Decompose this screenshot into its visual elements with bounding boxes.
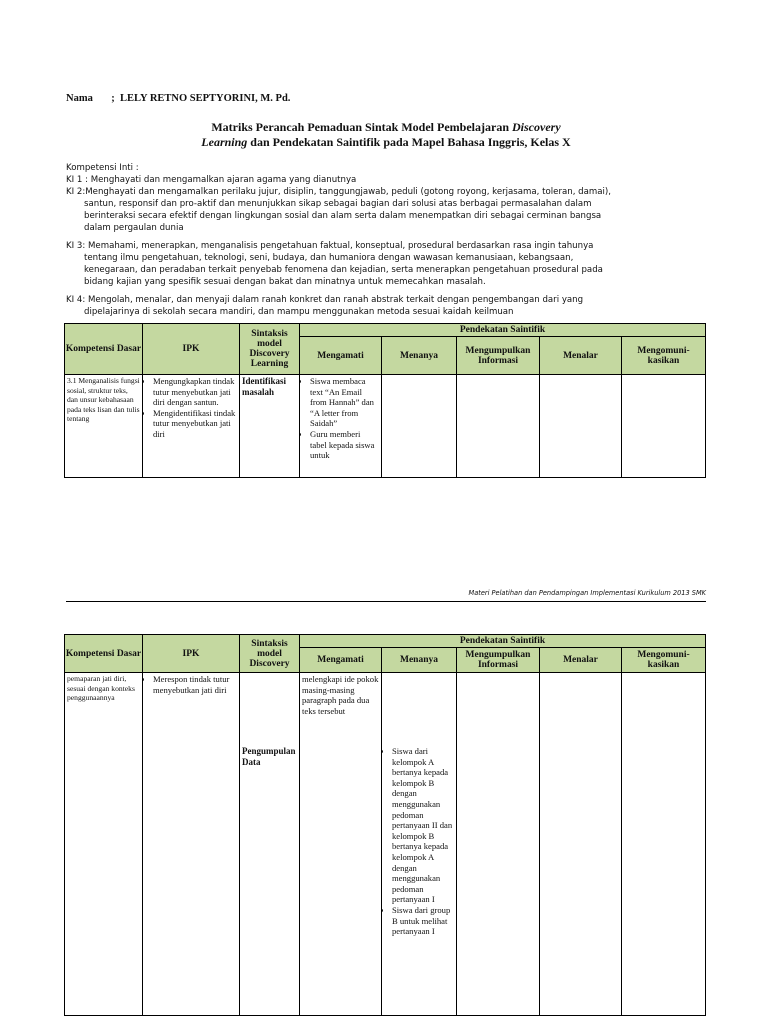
header-pendekatan-saintifik: Pendekatan Saintifik (300, 324, 706, 337)
cell-menalar (540, 673, 622, 1016)
cell-menalar (540, 375, 622, 478)
cell-ipk (143, 375, 240, 478)
ki-line: tentang ilmu pengetahuan, teknologi, seni, budaya, dan humaniora dengan wawasan kemanusiaan, kebangsaan, (84, 253, 574, 263)
header-mengomunikasikan: Mengomuni-kasikan (622, 648, 706, 673)
ki-line: dalam pergaulan dunia (84, 223, 184, 233)
cell-sintaksis (240, 673, 300, 1016)
header-mengamati: Mengamati (300, 648, 382, 673)
matrix-table-1 (64, 323, 706, 478)
ki-heading: Kompetensi Inti : (66, 163, 139, 173)
header-ipk: IPK (143, 324, 240, 375)
cell-mengamati (300, 375, 382, 478)
menanya-list (384, 746, 454, 937)
document-title-line-1 (66, 120, 706, 135)
list-item: • Mengidentifikasi tindak tutur menyebutkan jati diri (153, 408, 237, 440)
header-menalar: Menalar (540, 648, 622, 673)
header-menanya: Menanya (382, 648, 457, 673)
header-kompetensi-dasar: Kompetensi Dasar (65, 635, 143, 673)
ki-line: kenegaraan, dan peradaban terkait penyebab fenomena dan kejadian, serta menerapkan pengetahuan prosedural pada (84, 265, 603, 275)
document-title-line-2 (66, 135, 706, 150)
name-separator: ; (111, 93, 115, 104)
ki-line: KI 3: Memahami, menerapkan, menganalisis pengetahuan faktual, konseptual, prosedural berdasarkan rasa ingin tahunya (66, 241, 594, 251)
cell-mengumpulkan-informasi (457, 375, 540, 478)
cell-kompetensi-dasar: pemaparan jati diri, sesuai dengan konteks penggunaannya (65, 673, 143, 1016)
title-line-2-italic: Learning (201, 135, 248, 149)
cell-sintaksis: Identifikasi masalah (240, 375, 300, 478)
title-line-1-italic: Discovery (512, 120, 561, 134)
cell-mengamati: melengkapi ide pokok masing-masing paragraph pada dua teks tersebut (300, 673, 382, 1016)
list-item: • Merespon tindak tutur menyebutkan jati diri (153, 674, 237, 695)
cell-kompetensi-dasar: 3.1 Menganalisis fungsi sosial, struktur teks, dan unsur kebahasaan pada teks lisan dan tulis tentang (65, 375, 143, 478)
name-label: Nama (66, 93, 93, 104)
header-sintaksis: Sintaksis model Discovery Learning (240, 324, 300, 375)
title-line-2-text: dan Pendekatan Saintifik pada Mapel Bahasa Inggris, Kelas X (247, 135, 571, 149)
ki-line: santun, responsif dan pro-aktif dan menunjukkan sikap sebagai bagian dari solusi atas berbagai permasalahan dalam (84, 199, 592, 209)
name-line (66, 93, 290, 104)
sintaksis-label: Pengumpulan Data (242, 746, 296, 767)
header-mengomunikasikan: Mengomuni-kasikan (622, 337, 706, 375)
title-line-1-text: Matriks Perancah Pemaduan Sintak Model Pembelajaran (211, 120, 512, 134)
footer-divider (66, 601, 706, 602)
header-menalar: Menalar (540, 337, 622, 375)
table-row (65, 673, 706, 1016)
header-mengumpulkan-informasi: Mengumpulkan Informasi (457, 337, 540, 375)
cell-mengomunikasikan (622, 673, 706, 1016)
ki-line: KI 1 : Menghayati dan mengamalkan ajaran agama yang dianutnya (66, 175, 357, 185)
list-item: • Mengungkapkan tindak tutur menyebutkan jati diri dengan santun. (153, 376, 237, 408)
ki-line: bidang kajian yang spesifik sesuai dengan bakat dan minatnya untuk memecahkan masalah. (84, 277, 486, 287)
header-ipk: IPK (143, 635, 240, 673)
cell-mengumpulkan-informasi (457, 673, 540, 1016)
cell-ipk (143, 673, 240, 1016)
header-sintaksis: Sintaksis model Discovery (240, 635, 300, 673)
header-kompetensi-dasar: Kompetensi Dasar (65, 324, 143, 375)
list-item: • Siswa dari group B untuk melihat pertanyaan I (392, 905, 454, 937)
list-item: • Guru memberi tabel kepada siswa untuk (310, 429, 379, 461)
ki-line: KI 4: Mengolah, menalar, dan menyaji dalam ranah konkret dan ranah abstrak terkait dengan pengembangan dari yang (66, 295, 584, 305)
matrix-table-2 (64, 634, 706, 1016)
cell-mengomunikasikan (622, 375, 706, 478)
list-item: • Siswa dari kelompok A bertanya kepada kelompok B dengan menggunakan pedoman pertanyaan II dan kelompok B bertanya kepada kelompok A dengan menggunakan pedoman pertanyaan I (392, 746, 454, 905)
ipk-list (145, 376, 237, 440)
name-value: LELY RETNO SEPTYORINI, M. Pd. (119, 93, 291, 104)
ki-line: berinteraksi secara efektif dengan lingkungan sosial dan alam serta dalam menempatkan diri sebagai cerminan bangsa (84, 211, 602, 221)
mengamati-list (302, 376, 379, 461)
footer-note: Materi Pelatihan dan Pendampingan Implementasi Kurikulum 2013 SMK (468, 589, 706, 597)
header-pendekatan-saintifik: Pendekatan Saintifik (300, 635, 706, 648)
header-menanya: Menanya (382, 337, 457, 375)
table-row (65, 375, 706, 478)
list-item: • Siswa membaca text “An Email from Hannah” dan “A letter from Saidah” (310, 376, 379, 429)
header-mengumpulkan-informasi: Mengumpulkan Informasi (457, 648, 540, 673)
cell-menanya (382, 375, 457, 478)
ki-line: dipelajarinya di sekolah secara mandiri, dan mampu menggunakan metoda sesuai kaidah keilmuan (84, 307, 514, 317)
ipk-list (145, 674, 237, 695)
ki-line: KI 2:Menghayati dan mengamalkan perilaku jujur, disiplin, tanggungjawab, peduli (gotong royong, kerjasama, toleran, damai), (66, 187, 611, 197)
kompetensi-inti-block (66, 163, 706, 323)
header-mengamati: Mengamati (300, 337, 382, 375)
cell-menanya (382, 673, 457, 1016)
